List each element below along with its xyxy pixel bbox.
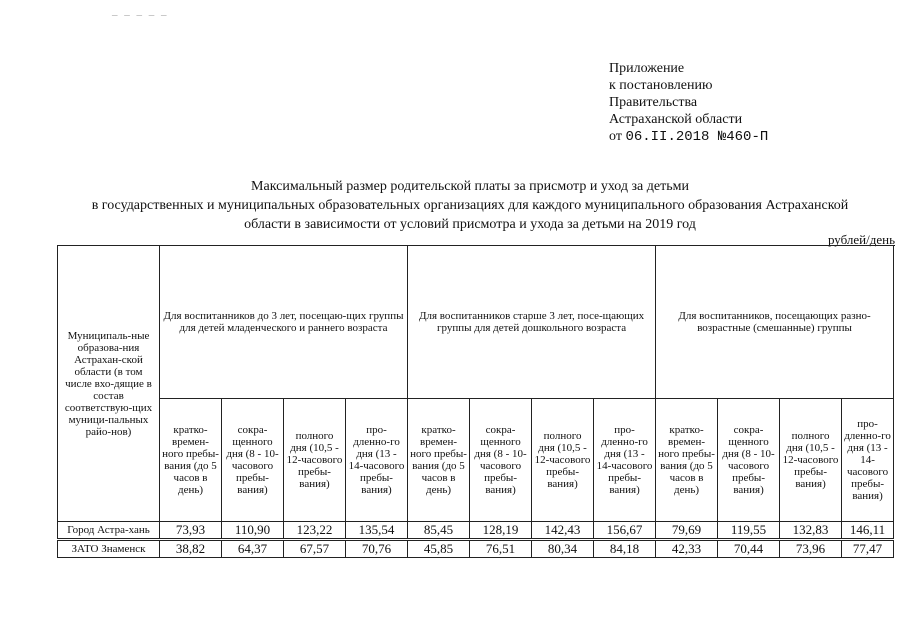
fee-cell: 142,43 — [532, 522, 594, 540]
fee-cell: 73,93 — [160, 522, 222, 540]
subheader-short-stay: кратко-времен-ного пребы-вания (до 5 часов в день) — [656, 399, 718, 522]
appendix-date-prefix: от — [609, 129, 622, 144]
decree-number: 06.II.2018 №460-П — [625, 129, 769, 145]
subheader-reduced-day: сокра-щенного дня (8 - 10-часового пребы-вания) — [222, 399, 284, 522]
fee-cell: 85,45 — [408, 522, 470, 540]
title-line: в государственных и муниципальных образовательных организациях для каждого муниципального образования Астраханской — [91, 198, 849, 213]
subheader-full-day: полного дня (10,5 - 12-часового пребы-вания) — [780, 399, 842, 522]
fee-cell: 70,76 — [346, 540, 408, 558]
appendix-line: Приложение — [609, 61, 685, 76]
table-row — [58, 522, 894, 540]
subheader-reduced-day: сокра-щенного дня (8 - 10-часового пребы-вания) — [470, 399, 532, 522]
fee-cell: 45,85 — [408, 540, 470, 558]
document-title — [40, 177, 900, 234]
header-municipality: Муниципаль-ные образова-ния Астрахан-ской области (в том числе вхо-дящие в состав соответствую-щих муници-пальных райо-нов) — [58, 246, 160, 522]
units-label: рублей/день — [827, 232, 895, 247]
fee-cell: 76,51 — [470, 540, 532, 558]
fee-cell: 132,83 — [780, 522, 842, 540]
appendix-line: к постановлению — [609, 78, 713, 93]
subheader-full-day: полного дня (10,5 - 12-часового пребы-вания) — [284, 399, 346, 522]
header-group-under-3: Для воспитанников до 3 лет, посещаю-щих группы для детей младенческого и раннего возраста — [160, 246, 408, 399]
fee-cell: 38,82 — [160, 540, 222, 558]
fee-cell: 156,67 — [594, 522, 656, 540]
subheader-extended-day: про-дленно-го дня (13 - 14-часового пребы-вания) — [346, 399, 408, 522]
fee-cell: 119,55 — [718, 522, 780, 540]
header-group-over-3: Для воспитанников старше 3 лет, посе-щающих группы для детей дошкольного возраста — [408, 246, 656, 399]
fee-cell: 110,90 — [222, 522, 284, 540]
subheader-extended-day: про-дленно-го дня (13 - 14-часового пребы-вания) — [842, 399, 894, 522]
header-row-subgroups — [58, 399, 894, 522]
fee-table — [57, 245, 894, 558]
appendix-line: Астраханской области — [609, 112, 743, 127]
table-row — [58, 540, 894, 558]
fee-cell: 77,47 — [842, 540, 894, 558]
subheader-short-stay: кратко-времен-ного пребы-вания (до 5 часов в день) — [408, 399, 470, 522]
municipality-name: ЗАТО Знаменск — [58, 540, 160, 558]
subheader-reduced-day: сокра-щенного дня (8 - 10-часового пребы-вания) — [718, 399, 780, 522]
fee-cell: 123,22 — [284, 522, 346, 540]
municipality-name: Город Астра-хань — [58, 522, 160, 540]
appendix-line: Правительства — [609, 95, 698, 110]
subheader-full-day: полного дня (10,5 - 12-часового пребы-вания) — [532, 399, 594, 522]
header-row-groups — [58, 246, 894, 399]
fee-cell: 42,33 — [656, 540, 718, 558]
fee-cell: 128,19 — [470, 522, 532, 540]
subheader-short-stay: кратко-времен-ного пребы-вания (до 5 часов в день) — [160, 399, 222, 522]
header-group-mixed: Для воспитанников, посещающих разно-возрастные (смешанные) группы — [656, 246, 894, 399]
fee-cell: 146,11 — [842, 522, 894, 540]
title-line: области в зависимости от условий присмотра и ухода за детьми на 2019 год — [244, 217, 696, 232]
fee-cell: 64,37 — [222, 540, 284, 558]
appendix-block — [609, 60, 768, 146]
subheader-extended-day: про-дленно-го дня (13 - 14-часового пребы-вания) — [594, 399, 656, 522]
fee-cell: 73,96 — [780, 540, 842, 558]
fee-cell: 135,54 — [346, 522, 408, 540]
fee-cell: 70,44 — [718, 540, 780, 558]
fee-cell: 67,57 — [284, 540, 346, 558]
appendix-date-line — [609, 128, 768, 146]
fee-cell: 84,18 — [594, 540, 656, 558]
scan-artifact: _ _ _ _ _ — [112, 5, 169, 17]
fee-cell: 79,69 — [656, 522, 718, 540]
fee-cell: 80,34 — [532, 540, 594, 558]
title-line: Максимальный размер родительской платы за присмотр и уход за детьми — [251, 179, 689, 194]
